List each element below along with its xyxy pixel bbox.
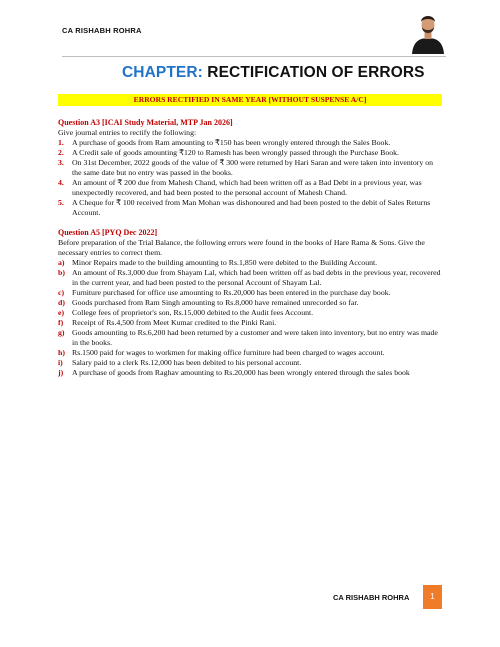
item-text: Goods amounting to Rs.6,200 had been returned by a customer and were taken into inventory, but no entry was made in the books. bbox=[72, 328, 438, 347]
list-item bbox=[58, 358, 443, 368]
document-body bbox=[58, 118, 443, 378]
list-item bbox=[58, 288, 443, 298]
item-text: Receipt of Rs.4,500 from Meet Kumar credited to the Pinki Rani. bbox=[72, 318, 277, 327]
list-item bbox=[58, 268, 443, 288]
list-item bbox=[58, 328, 443, 348]
item-marker: h) bbox=[58, 348, 65, 357]
item-text: Salary paid to a clerk Rs.12,000 has been debited to his personal account. bbox=[72, 358, 302, 367]
item-marker: j) bbox=[58, 368, 64, 377]
chapter-title bbox=[122, 64, 425, 82]
list-item bbox=[58, 298, 443, 308]
list-item bbox=[58, 178, 443, 198]
item-marker: i) bbox=[58, 358, 63, 367]
list-item bbox=[58, 148, 443, 158]
item-marker: b) bbox=[58, 268, 65, 277]
item-text: On 31st December, 2022 goods of the value of ₹ 300 were returned by Hari Saran and were taken into inventory on the same date but no entry was passed in the books. bbox=[72, 158, 434, 177]
item-text: A purchase of goods from Raghav amounting to Rs.20,000 has been wrongly entered through the sales book bbox=[72, 368, 410, 377]
list-item bbox=[58, 158, 443, 178]
item-text: Furniture purchased for office use amounting to Rs.20,000 has been entered in the purchase day book. bbox=[72, 288, 391, 297]
item-text: A Credit sale of goods amounting ₹120 to Ramesh has been wrongly passed through the Purchase Book. bbox=[72, 148, 399, 157]
item-text: Rs.1500 paid for wages to workmen for making office furniture had been charged to wages account. bbox=[72, 348, 385, 357]
question-a5-list bbox=[58, 258, 443, 378]
header-author: CA RISHABH ROHRA bbox=[62, 26, 142, 35]
item-marker: g) bbox=[58, 328, 65, 337]
author-photo-image bbox=[410, 8, 446, 54]
list-item bbox=[58, 318, 443, 328]
item-marker: e) bbox=[58, 308, 65, 317]
list-item bbox=[58, 138, 443, 148]
list-item bbox=[58, 368, 443, 378]
item-text: An amount of Rs.3,000 due from Shayam Lal, which had been written off as bad debts in the previous year, recovered in the current year, and had been posted to the personal Account of Shayam Lal. bbox=[72, 268, 441, 287]
item-text: Minor Repairs made to the building amounting to Rs.1,850 were debited to the Building Account. bbox=[72, 258, 378, 267]
chapter-title-prefix: CHAPTER: bbox=[122, 64, 203, 81]
item-marker: 5. bbox=[58, 198, 64, 207]
question-a5-title: Question A5 [PYQ Dec 2022] bbox=[58, 228, 158, 237]
item-text: A Cheque for ₹ 100 received from Man Mohan was dishonoured and had been posted to the debit of Sales Returns Account. bbox=[72, 198, 431, 217]
list-item bbox=[58, 308, 443, 318]
footer-author: CA RISHABH ROHRA bbox=[333, 593, 410, 602]
spacer bbox=[58, 218, 443, 228]
section-banner: ERRORS RECTIFIED IN SAME YEAR [WITHOUT SUSPENSE A/C] bbox=[58, 94, 442, 106]
item-marker: f) bbox=[58, 318, 64, 327]
item-text: College fees of proprietor's son, Rs.15,000 debited to the Audit fees Account. bbox=[72, 308, 314, 317]
item-marker: d) bbox=[58, 298, 65, 307]
question-a5-intro: Before preparation of the Trial Balance, the following errors were found in the books of Hare Rama & Sons. Give the necessary entries to correct them. bbox=[58, 238, 425, 257]
header-divider bbox=[62, 56, 446, 57]
question-a3-list bbox=[58, 138, 443, 218]
item-marker: a) bbox=[58, 258, 65, 267]
item-marker: 4. bbox=[58, 178, 64, 187]
item-marker: 2. bbox=[58, 148, 64, 157]
question-a3-intro: Give journal entries to rectify the following: bbox=[58, 128, 197, 137]
question-a3-title: Question A3 [ICAI Study Material, MTP Jan 2026] bbox=[58, 118, 233, 127]
page-number: 1 bbox=[423, 585, 442, 609]
item-text: A purchase of goods from Ram amounting to ₹150 has been wrongly entered through the Sales Book. bbox=[72, 138, 391, 147]
chapter-title-text: RECTIFICATION OF ERRORS bbox=[202, 64, 425, 81]
author-photo bbox=[410, 8, 446, 54]
item-text: Goods purchased from Ram Singh amounting to Rs.8,000 have remained unrecorded so far. bbox=[72, 298, 359, 307]
item-marker: 1. bbox=[58, 138, 64, 147]
item-marker: 3. bbox=[58, 158, 64, 167]
list-item bbox=[58, 258, 443, 268]
item-text: An amount of ₹ 200 due from Mahesh Chand, which had been written off as a Bad Debt in a previous year, was unexpectedly recovered, and had been posted to the personal account of Mahesh Chand. bbox=[72, 178, 422, 197]
list-item bbox=[58, 198, 443, 218]
list-item bbox=[58, 348, 443, 358]
item-marker: c) bbox=[58, 288, 65, 297]
